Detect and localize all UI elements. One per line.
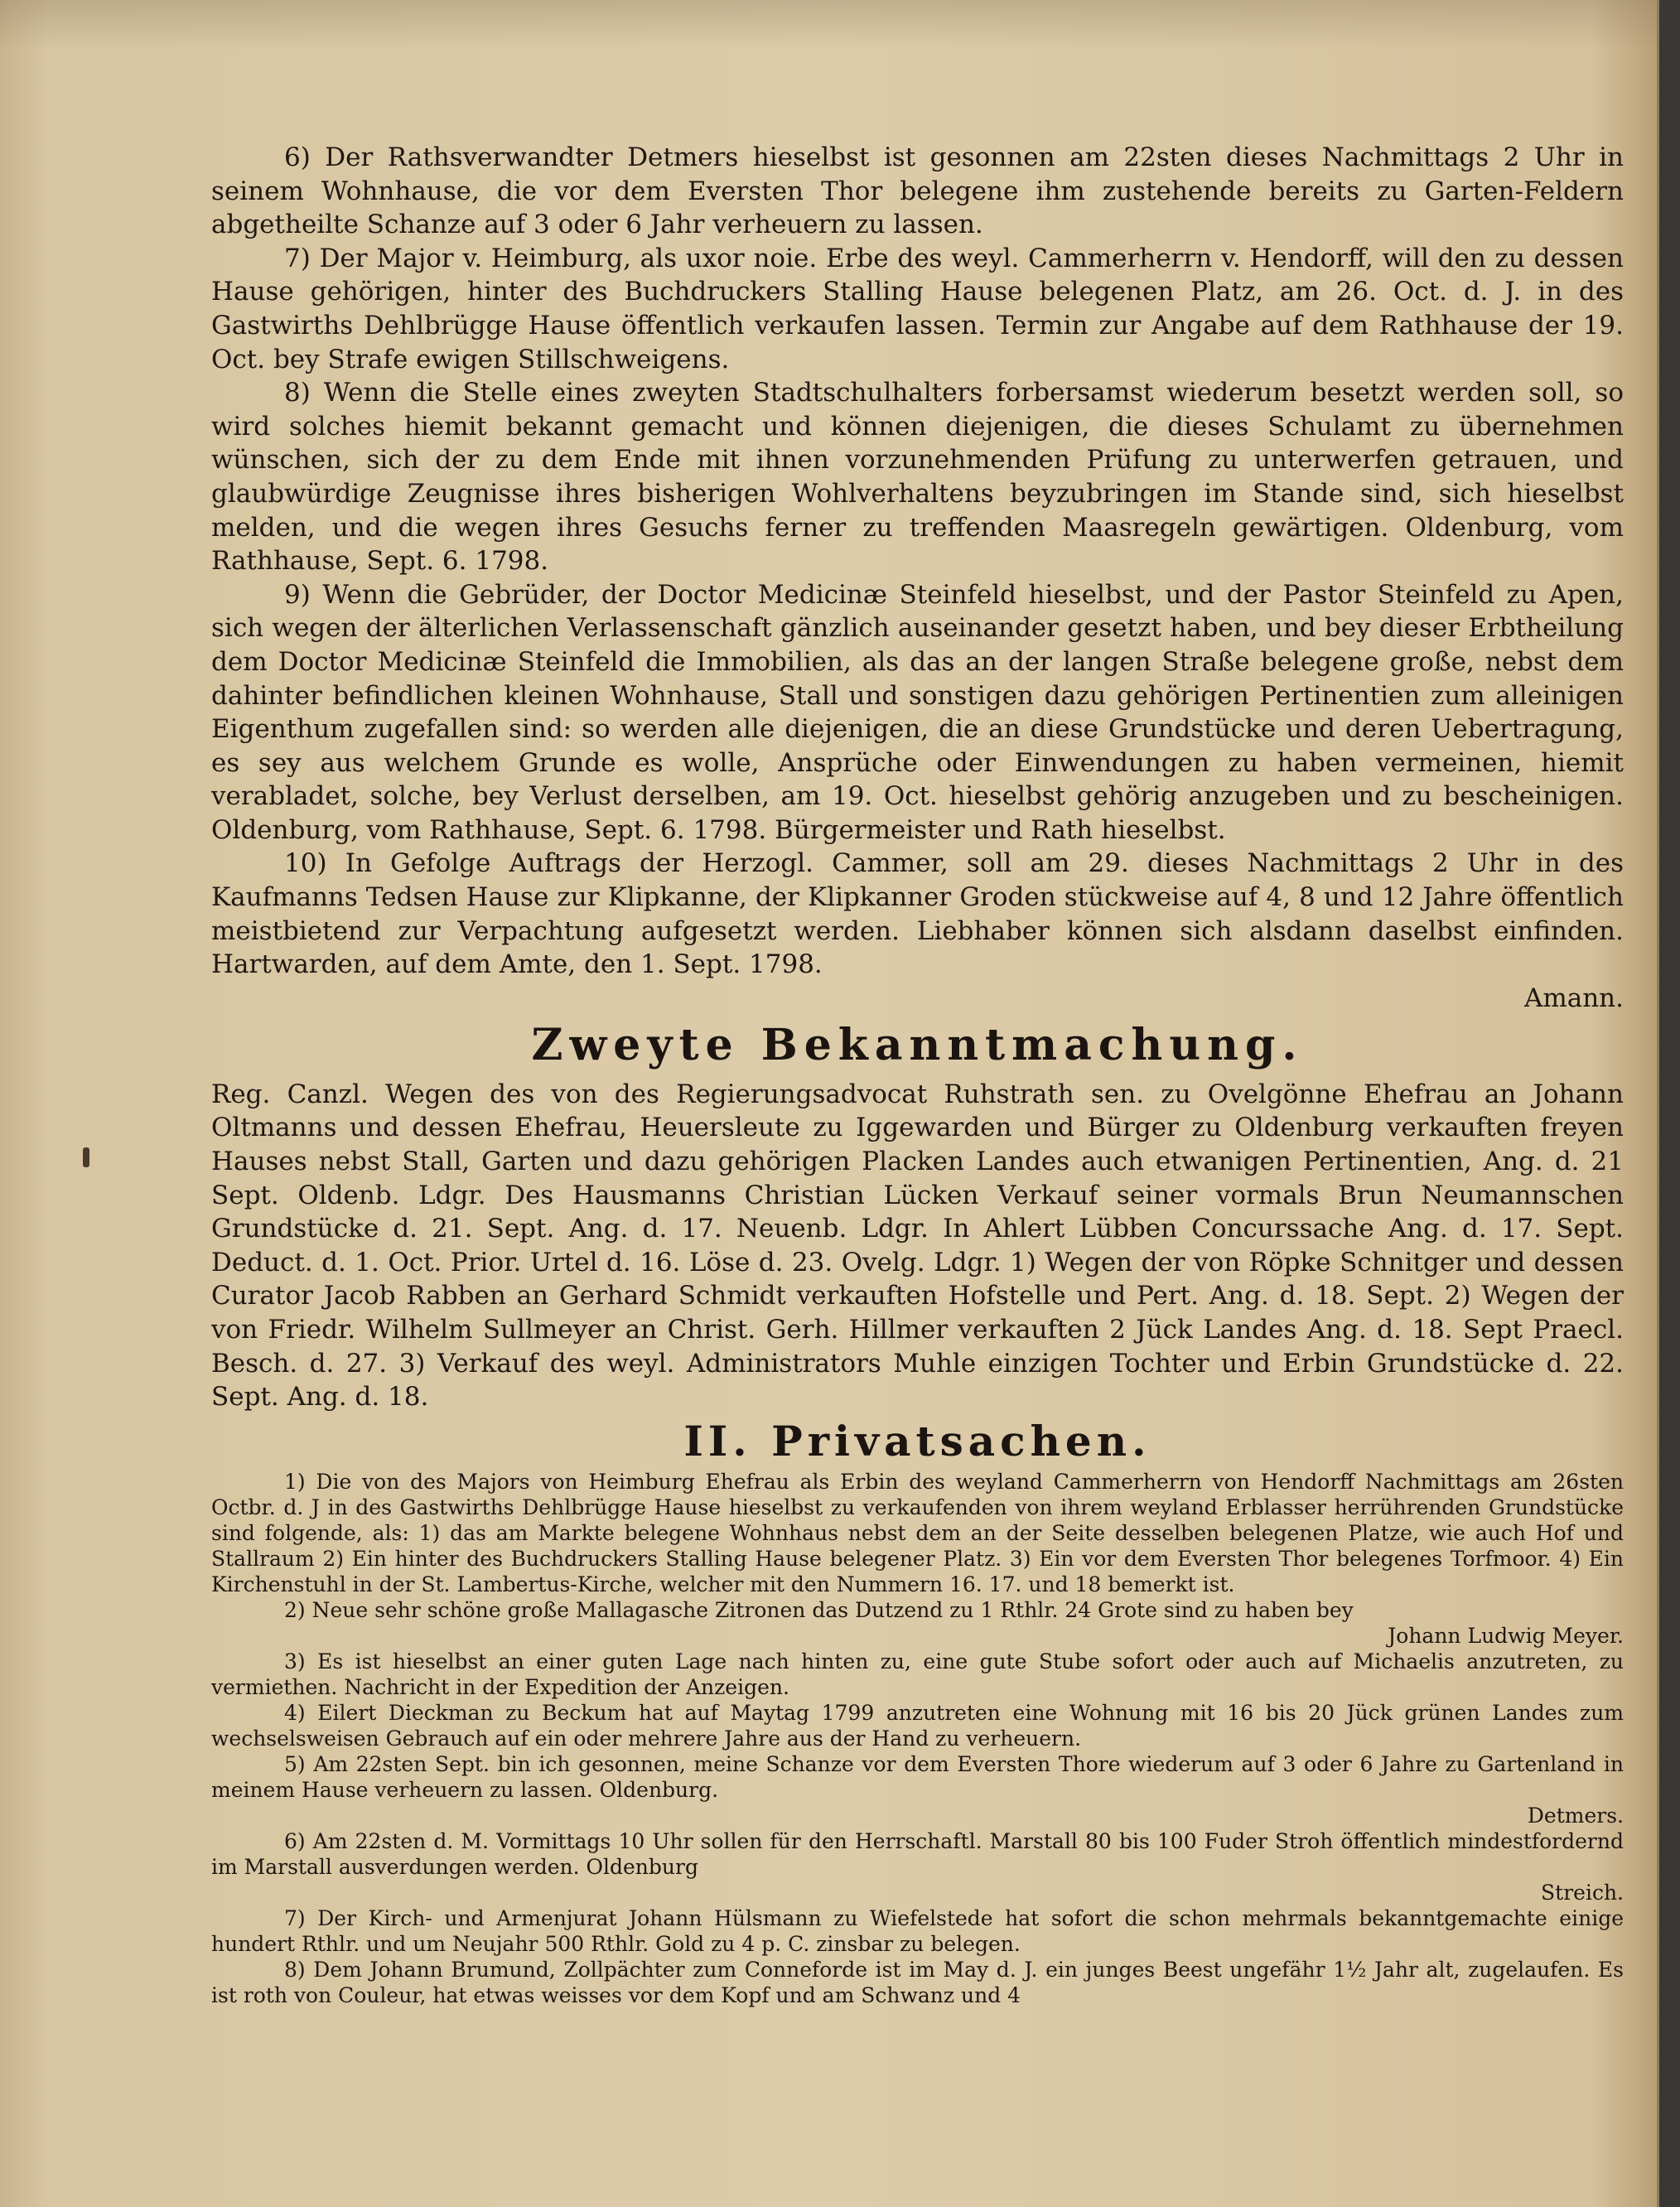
privat-5: 5) Am 22sten Sept. bin ich gesonnen, meine Schanze vor dem Eversten Thore wiederum auf 3 oder 6 Jahre zu Gartenland in meinem Hause verheuern zu lassen. Oldenburg. bbox=[211, 1751, 1624, 1802]
margin-ink-mark bbox=[83, 1147, 89, 1167]
privat-7: 7) Der Kirch- und Armenjurat Johann Hülsmann zu Wiefelstede hat sofort die schon mehrmals bekanntgemachte einige hundert Rthlr. und um Neujahr 500 Rthlr. Gold zu 4 p. C. zinsbar zu belegen. bbox=[211, 1905, 1624, 1956]
page-text-block bbox=[211, 141, 1624, 2008]
privat-6: 6) Am 22sten d. M. Vormittags 10 Uhr sollen für den Herrschaftl. Marstall 80 bis 100 Fuder Stroh öffentlich mindestfordernd im Marstall ausverdungen werden. Oldenburg bbox=[211, 1828, 1624, 1879]
zweyte-bekanntmachung-text: Reg. Canzl. Wegen des von des Regierungsadvocat Ruhstrath sen. zu Ovelgönne Ehefrau an Johann Oltmanns und dessen Ehefrau, Heuersleute zu Iggewarden und Bürger zu Oldenburg verkauften freyen Hauses nebst Stall, Garten und dazu gehörigen Placken Landes auch etwanigen Pertinentien, Ang. d. 21 Sept. Oldenb. Ldgr. Des Hausmanns Christian Lücken Verkauf seiner vormals Brun Neumannschen Grundstücke d. 21. Sept. Ang. d. 17. Neuenb. Ldgr. In Ahlert Lübben Concurssache Ang. d. 17. Sept. Deduct. d. 1. Oct. Prior. Urtel d. 16. Löse d. 23. Ovelg. Ldgr. 1) Wegen der von Röpke Schnitger und dessen Curator Jacob Rabben an Gerhard Schmidt verkauften Hofstelle und Pert. Ang. d. 18. Sept. 2) Wegen der von Friedr. Wilhelm Sullmeyer an Christ. Gerh. Hillmer verkauften 2 Jück Landes Ang. d. 18. Sept Praecl. Besch. d. 27. 3) Verkauf des weyl. Administrators Muhle einzigen Tochter und Erbin Grundstücke d. 22. Sept. Ang. d. 18. bbox=[211, 1079, 1624, 1413]
signature-detmers: Detmers. bbox=[1527, 1803, 1624, 1828]
privat-1: 1) Die von des Majors von Heimburg Ehefrau als Erbin des weyland Cammerherrn von Hendorff Nachmittags am 26sten Octbr. d. J in des Gastwirths Dehlbrügge Hause hieselbst zu verkaufenden von ihrem weyland Erblasser herrührenden Grundstücke sind folgende, als: 1) das am Markte belegene Wohnhaus nebst dem an der Seite desselben belegenen Platze, wie auch Hof und Stallraum 2) Ein hinter des Buchdruckers Stalling Hause belegener Platz. 3) Ein vor dem Eversten Thor belegenes Torfmoor. 4) Ein Kirchenstuhl in der St. Lambertus-Kirche, welcher mit den Nummern 16. 17. und 18 bemerkt ist. bbox=[211, 1469, 1624, 1596]
signature-streich: Streich. bbox=[1541, 1880, 1624, 1905]
heading-privatsachen: II. Privatsachen. bbox=[683, 1416, 1151, 1466]
notice-10: 10) In Gefolge Auftrags der Herzogl. Cammer, soll am 29. dieses Nachmittags 2 Uhr in des Kaufmanns Tedsen Hause zur Klipkanne, der Klipkanner Groden stückweise auf 4, 8 und 12 Jahre öffentlich meistbietend zur Verpachtung aufgesetzt werden. Liebhaber können sich alsdann daselbst einfinden. Hartwarden, auf dem Amte, den 1. Sept. 1798. bbox=[211, 848, 1624, 980]
privat-3: 3) Es ist hieselbst an einer guten Lage nach hinten zu, eine gute Stube sofort oder auch auf Michaelis anzutreten, zu vermiethen. Nachricht in der Expedition der Anzeigen. bbox=[211, 1649, 1624, 1699]
notice-8: 8) Wenn die Stelle eines zweyten Stadtschulhalters forbersamst wiederum besetzt werden soll, so wird solches hiemit bekannt gemacht und können diejenigen, die dieses Schulamt zu übernehmen wünschen, sich der zu dem Ende mit ihnen vorzunehmenden Prüfung zu unterwerfen getrauen, und glaubwürdige Zeugnisse ihres bisherigen Wohlverhaltens beyzubringen im Stande sind, sich hieselbst melden, und die wegen ihres Gesuchs ferner zu treffenden Maasregeln gewärtigen. Oldenburg, vom Rathhause, Sept. 6. 1798. bbox=[211, 378, 1624, 577]
notice-6: 6) Der Rathsverwandter Detmers hieselbst ist gesonnen am 22sten dieses Nachmittags 2 Uhr in seinem Wohnhause, die vor dem Eversten Thor belegene ihm zustehende bereits zu Garten-Feldern abgetheilte Schanze auf 3 oder 6 Jahr verheuern zu lassen. bbox=[211, 142, 1624, 240]
notice-7: 7) Der Major v. Heimburg, als uxor noie. Erbe des weyl. Cammerherrn v. Hendorff, will den zu dessen Hause gehörigen, hinter des Buchdruckers Stalling Hause belegenen Platz, am 26. Oct. d. J. in des Gastwirths Dehlbrügge Hause öffentlich verkaufen lassen. Termin zur Angabe auf dem Rathhause der 19. Oct. bey Strafe ewigen Stillschweigens. bbox=[211, 243, 1624, 374]
signature-amann: Amann. bbox=[1523, 983, 1624, 1013]
heading-zweyte-bekanntmachung: Zweyte Bekanntmachung. bbox=[531, 1019, 1304, 1070]
privat-8: 8) Dem Johann Brumund, Zollpächter zum Conneforde ist im May d. J. ein junges Beest ungefähr 1½ Jahr alt, zugelaufen. Es ist roth von Couleur, hat etwas weisses vor dem Kopf und am Schwanz und 4 bbox=[211, 1957, 1624, 2007]
notice-9: 9) Wenn die Gebrüder, der Doctor Medicinæ Steinfeld hieselbst, und der Pastor Steinfeld zu Apen, sich wegen der älterlichen Verlassenschaft gänzlich auseinander gesetzt haben, und bey dieser Erbtheilung dem Doctor Medicinæ Steinfeld die Immobilien, als das an der langen Straße belegene große, nebst dem dahinter befindlichen kleinen Wohnhause, Stall und sonstigen dazu gehörigen Pertinentien zum alleinigen Eigenthum zugefallen sind: so werden alle diejenigen, die an diese Grundstücke und deren Uebertragung, es sey aus welchem Grunde es wolle, Ansprüche oder Einwendungen zu haben vermeinen, hiemit verabladet, solche, bey Verlust derselben, am 19. Oct. hieselbst gehörig anzugeben und zu bescheinigen. Oldenburg, vom Rathhause, Sept. 6. 1798. Bürgermeister und Rath hieselbst. bbox=[211, 579, 1624, 845]
privat-2: 2) Neue sehr schöne große Mallagasche Zitronen das Dutzend zu 1 Rthlr. 24 Grote sind zu haben bey bbox=[284, 1597, 1354, 1622]
signature-meyer: Johann Ludwig Meyer. bbox=[1388, 1623, 1624, 1648]
privat-4: 4) Eilert Dieckman zu Beckum hat auf Maytag 1799 anzutreten eine Wohnung mit 16 bis 20 Jück grünen Landes zum wechselsweisen Gebrauch auf ein oder mehrere Jahre aus der Hand zu verheuern. bbox=[211, 1700, 1624, 1751]
